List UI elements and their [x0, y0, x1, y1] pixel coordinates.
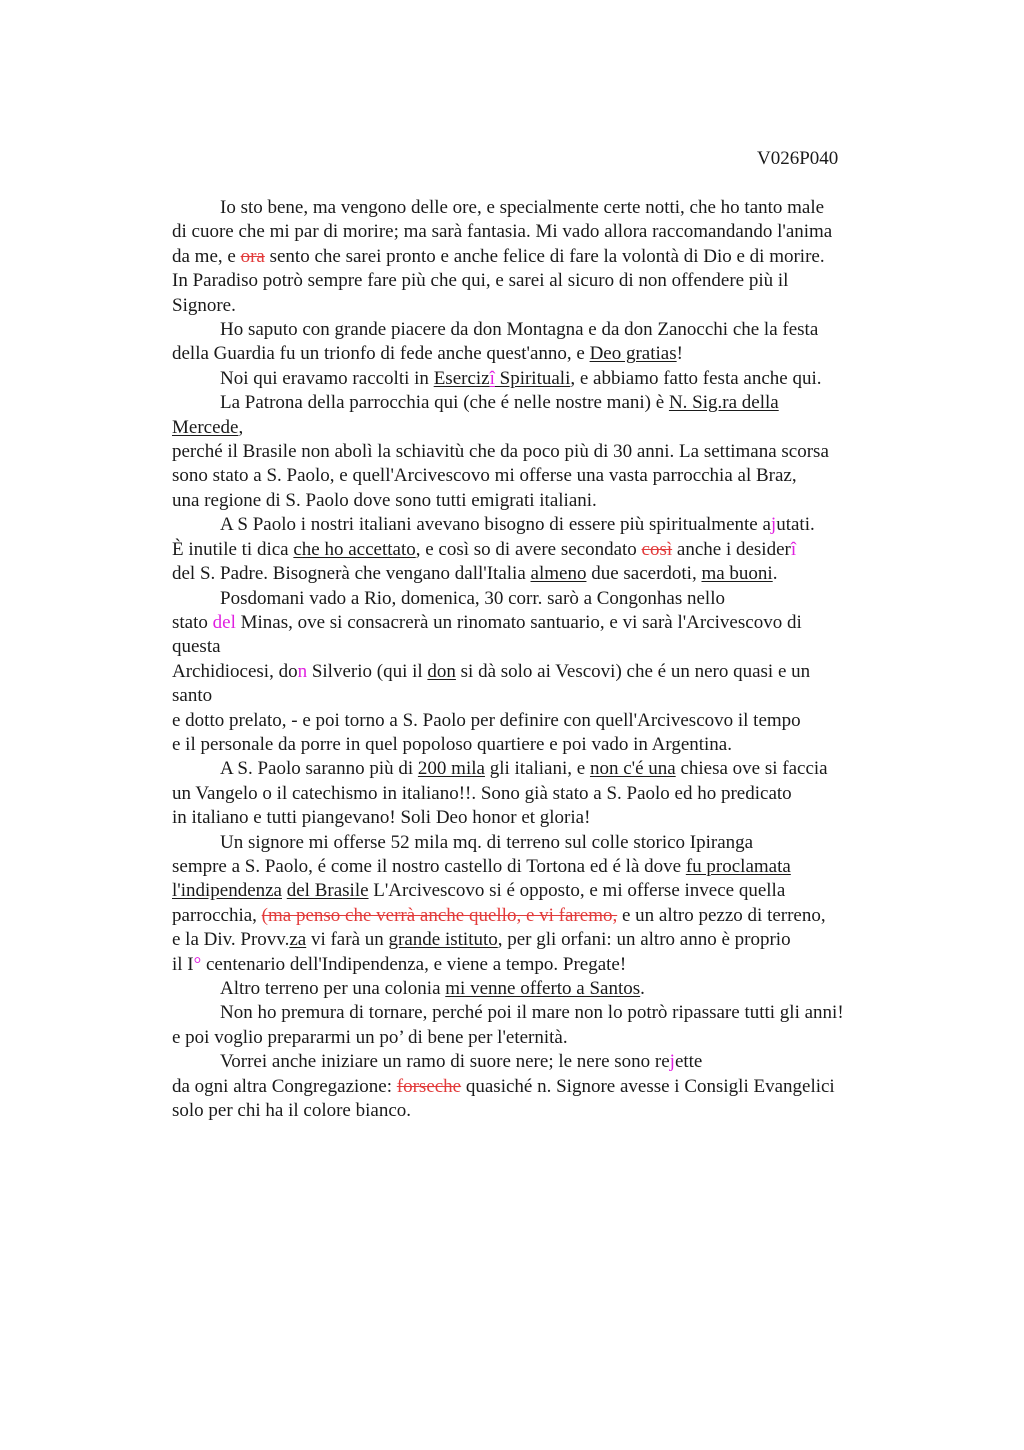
letter-body — [172, 196, 932, 1123]
text-segment: A S Paolo i nostri italiani avevano bisogno di essere più spiritualmente a — [220, 514, 771, 536]
text-line — [172, 391, 932, 415]
text-segment: sempre a S. Paolo, é come il nostro castello di Tortona ed é là dove — [172, 855, 686, 877]
text-line — [172, 635, 932, 659]
text-line — [172, 220, 932, 244]
text-segment: sento che sarei pronto e anche felice di fare la volontà di Dio e di morire. — [264, 245, 825, 267]
text-segment: Silverio (qui il — [307, 660, 428, 682]
struck-text: ora — [240, 245, 265, 267]
underlined-text: Spirituali — [494, 367, 571, 389]
text-segment: . — [772, 563, 778, 585]
text-line — [172, 953, 932, 977]
text-segment: parrocchia, — [172, 904, 262, 926]
text-line — [172, 538, 932, 562]
text-segment: , e così so di avere secondato — [415, 538, 642, 560]
text-segment: di cuore che mi par di morire; ma sarà fantasia. Mi vado allora raccomandando l'anima — [172, 221, 833, 243]
text-line — [172, 709, 932, 733]
text-segment: La Patrona della parrocchia qui (che é nelle nostre mani) è — [220, 392, 669, 414]
text-segment: Ho saputo con grande piacere da don Montagna e da don Zanocchi che la festa — [220, 319, 819, 341]
inserted-text: ° — [193, 953, 202, 975]
text-line — [172, 513, 932, 537]
text-line — [172, 660, 932, 684]
inserted-text: j — [770, 514, 777, 536]
text-line — [172, 1001, 932, 1025]
text-segment: utati. — [776, 514, 815, 536]
text-segment: A S. Paolo saranno più di — [220, 758, 418, 780]
underlined-text: Eserciz — [433, 367, 490, 389]
text-segment: , per gli orfani: un altro anno è proprio — [497, 929, 791, 951]
text-line — [172, 855, 932, 879]
struck-text: (ma penso che verrà anche quello, e vi faremo, — [261, 904, 618, 926]
text-segment: e poi voglio prepararmi un po’ di bene per l'eternità. — [172, 1026, 568, 1048]
text-line — [172, 245, 932, 269]
struck-text: così — [641, 538, 673, 560]
text-line — [172, 977, 932, 1001]
text-segment: sono stato a S. Paolo, e quell'Arcivescovo mi offerse una vasta parrocchia al Braz, — [172, 465, 797, 487]
text-segment: vi farà un — [306, 929, 389, 951]
text-line — [172, 1075, 932, 1099]
underlined-text: Mercede — [172, 416, 239, 438]
text-segment: anche i desider — [672, 538, 791, 560]
text-line — [172, 806, 932, 830]
text-segment: Archidiocesi, do — [172, 660, 298, 682]
text-segment: Signore. — [172, 294, 236, 316]
text-segment: e la Div. Provv. — [172, 929, 290, 951]
text-segment: solo per chi ha il colore bianco. — [172, 1100, 412, 1122]
text-line — [172, 904, 932, 928]
inserted-text: j — [669, 1051, 675, 1073]
text-segment: È inutile ti dica — [172, 538, 294, 560]
text-line — [172, 464, 932, 488]
underlined-text: almeno — [530, 563, 587, 585]
underlined-text: che ho accettato — [293, 538, 416, 560]
text-segment: Noi qui eravamo raccolti in — [220, 367, 434, 389]
text-line — [172, 342, 932, 366]
text-segment: , — [238, 416, 244, 438]
underlined-text: mi venne offerto a Santos — [445, 978, 641, 999]
text-segment: Minas, ove si consacrerà un rinomato santuario, e vi sarà l'Arcivescovo di — [235, 611, 802, 633]
text-segment: . — [640, 978, 645, 999]
text-line — [172, 489, 932, 513]
underlined-text: 200 mila — [417, 758, 485, 780]
inserted-text: î — [790, 538, 797, 560]
text-segment: centenario dell'Indipendenza, e viene a tempo. Pregate! — [201, 953, 627, 975]
text-segment: della Guardia fu un trionfo di fede anche quest'anno, e — [172, 343, 590, 365]
underlined-text: don — [427, 660, 456, 682]
struck-text: forseche — [396, 1075, 462, 1097]
text-segment: Posdomani vado a Rio, domenica, 30 corr. sarò a Congonhas nello — [220, 587, 725, 609]
text-line — [172, 733, 932, 757]
text-segment: una regione di S. Paolo dove sono tutti emigrati italiani. — [172, 489, 597, 511]
text-line — [172, 611, 932, 635]
underlined-text: del Brasile — [286, 880, 369, 902]
inserted-text: î — [489, 367, 495, 389]
inserted-text: n — [297, 660, 308, 682]
underlined-text: N. Sig.ra della — [668, 392, 779, 414]
text-segment: in italiano e tutti piangevano! Soli Deo honor et gloria! — [172, 807, 591, 829]
text-line — [172, 1099, 932, 1123]
text-line — [172, 1050, 932, 1074]
underlined-text: Deo gratias — [589, 343, 677, 365]
text-segment: e un altro pezzo di terreno, — [617, 904, 826, 926]
text-segment: , e abbiamo fatto festa anche qui. — [570, 367, 822, 389]
text-line — [172, 562, 932, 586]
underlined-text: grande istituto — [388, 929, 498, 951]
text-line — [172, 416, 932, 440]
underlined-text: ma buoni — [701, 563, 773, 585]
text-line — [172, 196, 932, 220]
text-line — [172, 440, 932, 464]
text-segment: ette — [674, 1051, 703, 1073]
text-line — [172, 269, 932, 293]
underlined-text: fu proclamata — [685, 855, 791, 877]
text-segment: In Paradiso potrò sempre fare più che qui, e sarei al sicuro di non offendere più il — [172, 270, 789, 292]
text-line — [172, 928, 932, 952]
text-segment: ! — [676, 343, 683, 365]
text-segment: quasiché n. Signore avesse i Consigli Evangelici — [461, 1075, 835, 1097]
text-segment: Un signore mi offerse 52 mila mq. di terreno sul colle storico Ipiranga — [220, 831, 754, 853]
text-segment: Non ho premura di tornare, perché poi il mare non lo potrò ripassare tutti gli anni! — [220, 1002, 844, 1024]
page-code: V026P040 — [757, 148, 839, 169]
underlined-text: non c'é una — [589, 758, 676, 780]
text-line — [172, 831, 932, 855]
inserted-text: del — [212, 611, 236, 633]
text-line — [172, 782, 932, 806]
text-segment: questa — [172, 636, 221, 658]
text-segment: chiesa ove si faccia — [675, 758, 828, 780]
text-line — [172, 757, 932, 781]
text-segment: un Vangelo o il catechismo in italiano!!. Sono già stato a S. Paolo ed ho predicato — [172, 782, 792, 804]
text-segment: Io sto bene, ma vengono delle ore, e specialmente certe notti, che ho tanto male — [220, 197, 825, 218]
text-segment: da me, e — [172, 245, 241, 267]
text-segment: Altro terreno per una colonia — [220, 978, 446, 999]
text-segment: santo — [172, 685, 213, 707]
text-segment: stato — [172, 611, 213, 633]
text-segment: e dotto prelato, - e poi torno a S. Paolo per definire con quell'Arcivescovo il tempo — [172, 709, 801, 731]
text-line — [172, 294, 932, 318]
text-segment: il I — [172, 953, 194, 975]
text-segment: perché il Brasile non abolì la schiavitù che da poco più di 30 anni. La settimana scorsa — [172, 441, 829, 463]
text-segment: e il personale da porre in quel popoloso quartiere e poi vado in Argentina. — [172, 733, 732, 755]
text-line — [172, 318, 932, 342]
underlined-text: za — [289, 929, 307, 951]
text-line — [172, 879, 932, 903]
text-segment: gli italiani, e — [484, 758, 590, 780]
text-line — [172, 587, 932, 611]
text-line — [172, 684, 932, 708]
text-segment: due sacerdoti, — [586, 563, 702, 585]
text-segment: L'Arcivescovo si é opposto, e mi offerse invece quella — [368, 880, 786, 902]
text-segment: da ogni altra Congregazione: — [172, 1075, 397, 1097]
text-line — [172, 1026, 932, 1050]
underlined-text: l'indipendenza — [172, 880, 282, 902]
text-line — [172, 367, 932, 391]
text-segment: si dà solo ai Vescovi) che é un nero quasi e un — [455, 660, 811, 682]
text-segment: Vorrei anche iniziare un ramo di suore nere; le nere sono re — [220, 1051, 670, 1073]
text-segment: del S. Padre. Bisognerà che vengano dall'Italia — [172, 563, 531, 585]
